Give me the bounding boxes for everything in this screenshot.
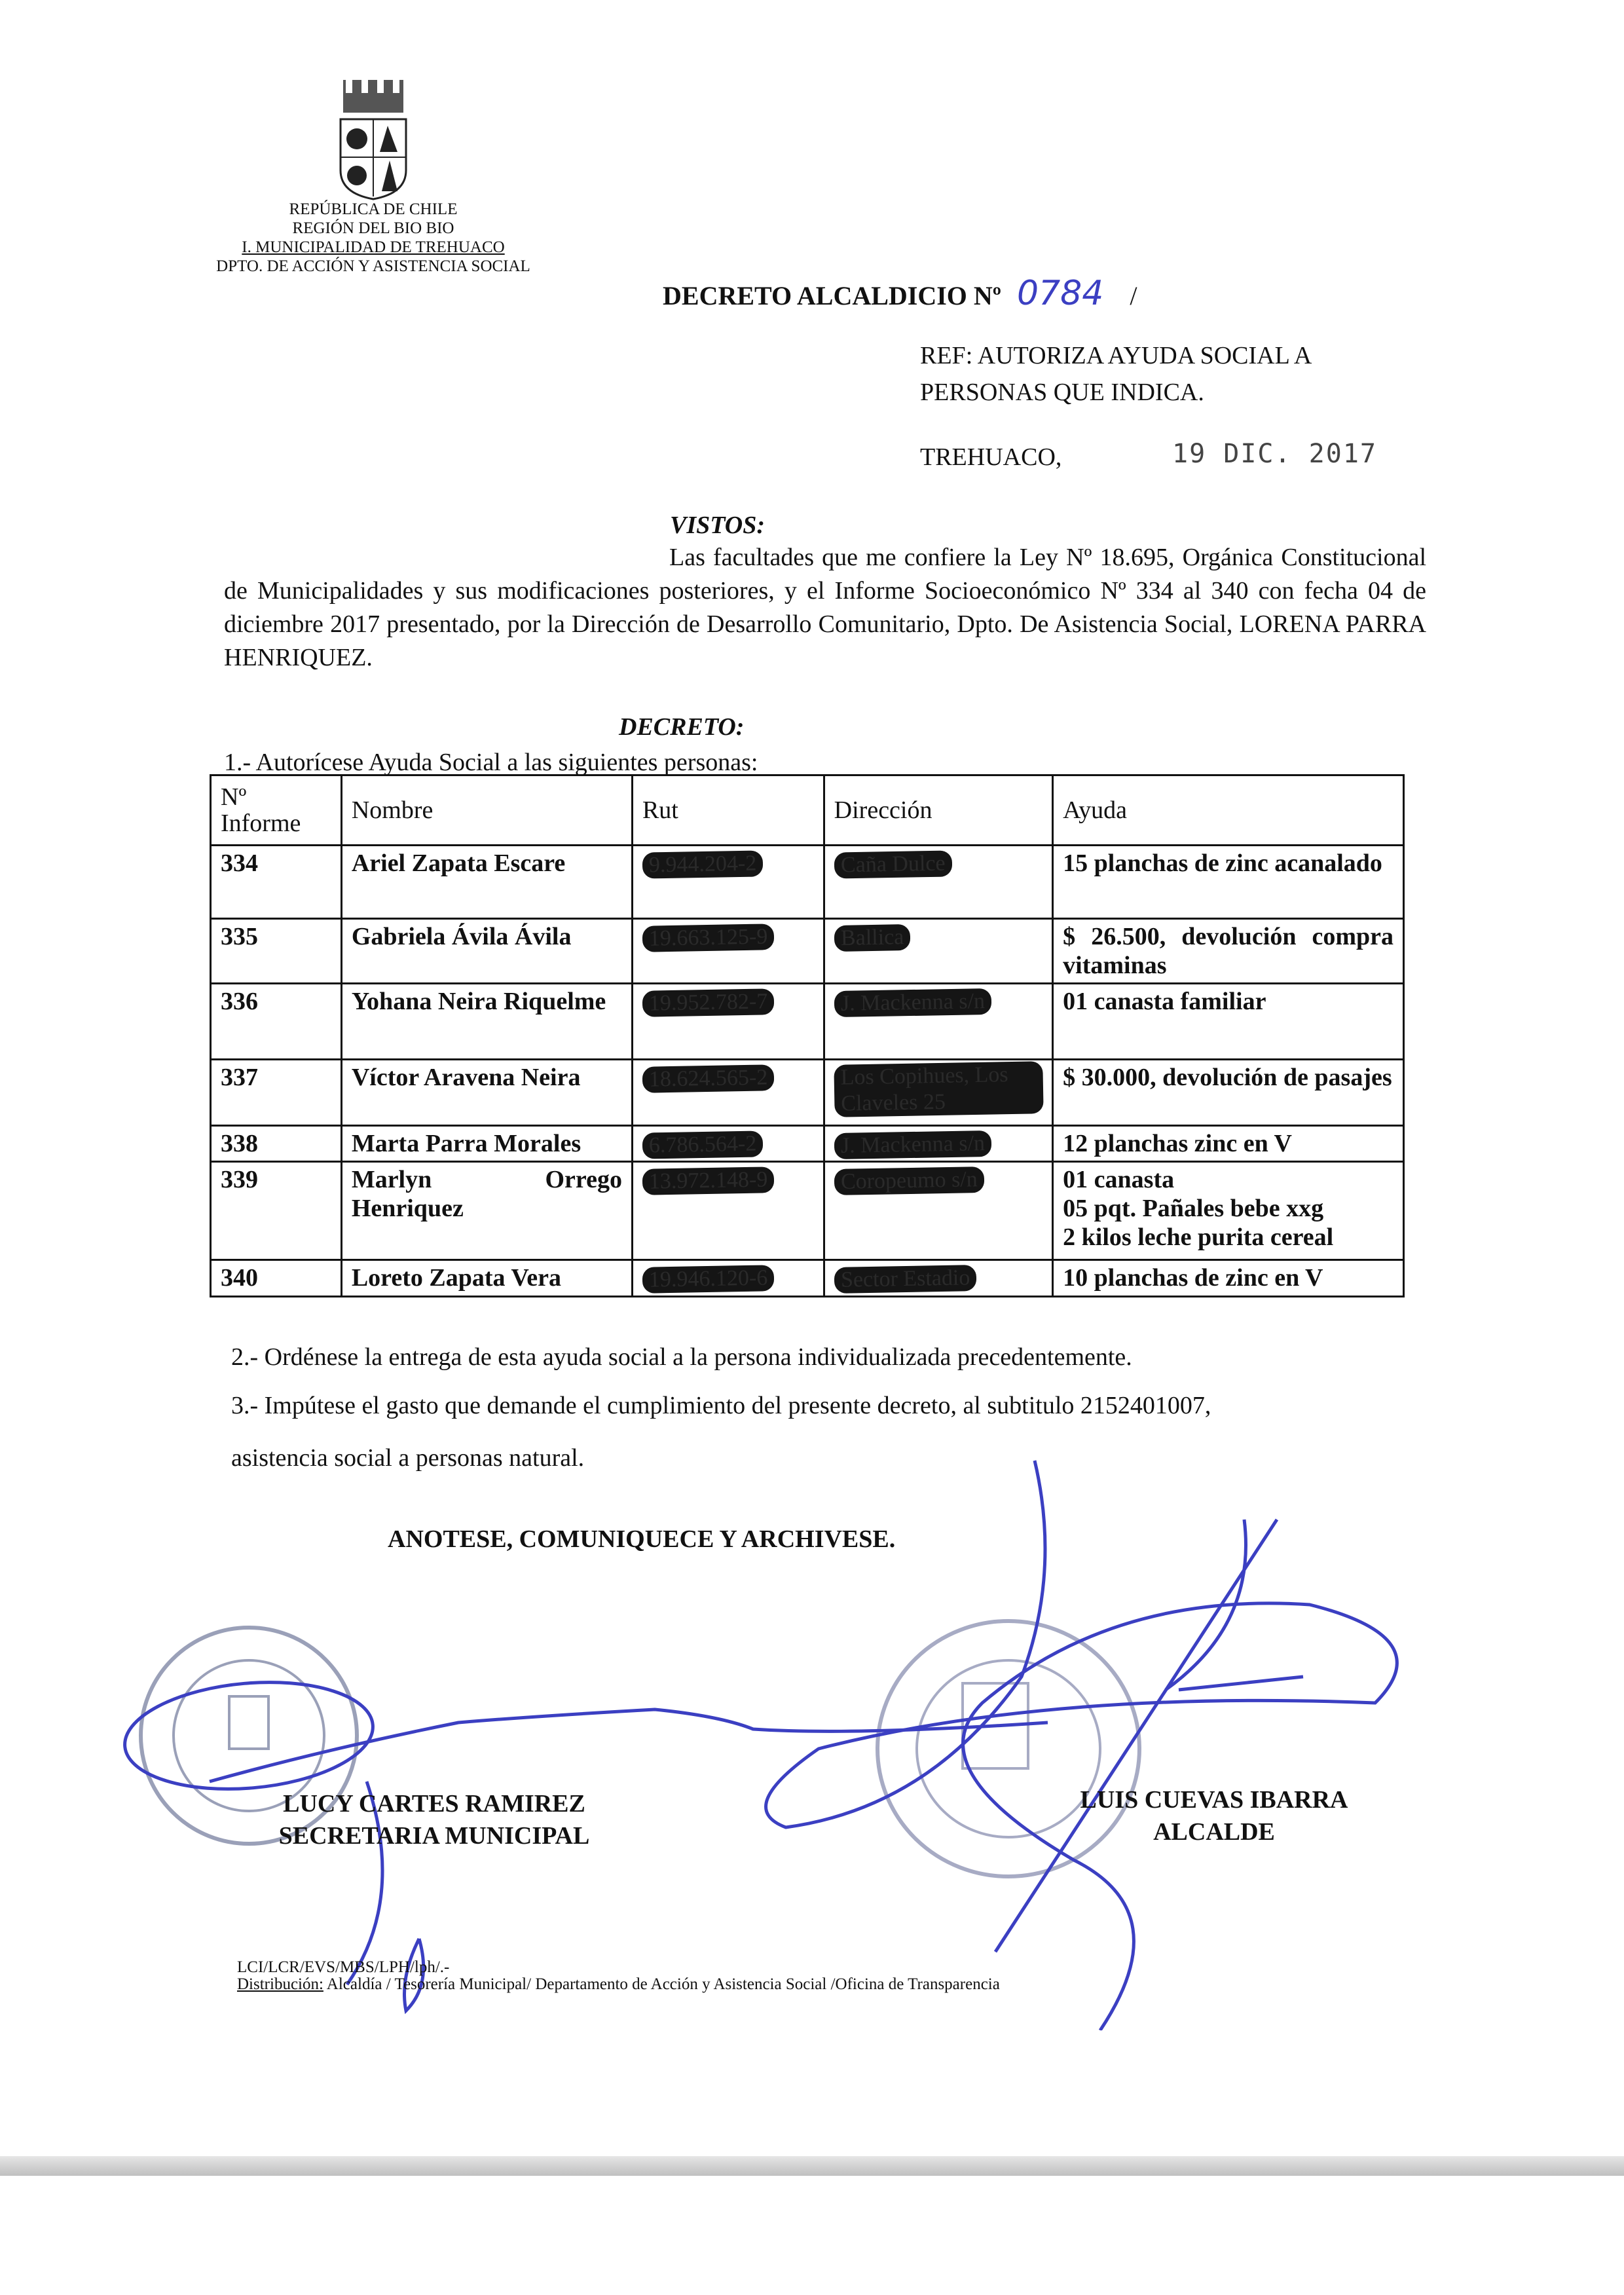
redacted-address: J. Mackenna s/n [834,1130,991,1159]
handwritten-signatures [0,1441,1624,2030]
header-nombre: Nombre [341,775,632,846]
redacted-address: Coropeumo s/n [834,1166,984,1195]
redacted-address: Los Copihues, Los Claveles 25 [834,1061,1043,1117]
table-row [211,846,1404,919]
redacted-rut: 19.946.120-6 [642,1265,775,1294]
distribution-line [237,1975,1000,1994]
header-rut: Rut [632,775,824,846]
header-ayuda: Ayuda [1053,775,1404,846]
redacted-rut: 9.944.204-2 [642,850,764,878]
distribution-list: Alcaldía / Tesorería Municipal/ Departamento de Acción y Asistencia Social /Oficina de Transparencia [323,1975,1000,1993]
scan-edge [0,2156,1624,2176]
decree-title-label: DECRETO ALCALDICIO Nº [663,281,1002,310]
cell-nombre: Gabriela Ávila Ávila [341,919,632,984]
cell-nombre: Marta Parra Morales [341,1126,632,1162]
cell-ayuda: 15 planchas de zinc acanalado [1053,846,1404,919]
cell-ayuda: 01 canasta familiar [1053,984,1404,1060]
municipal-crest-logo [335,79,411,200]
footer-initials: LCI/LCR/EVS/MBS/LPH/lph/.- [237,1958,450,1976]
redacted-address: J. Mackenna s/n [834,988,991,1017]
cell-nombre: Yohana Neira Riquelme [341,984,632,1060]
table-row [211,984,1404,1060]
cell-informe: 336 [211,984,342,1060]
table-row [211,1260,1404,1297]
redacted-address: Ballica [834,924,910,952]
header-informe: Nº Informe [211,775,342,846]
cell-informe: 337 [211,1060,342,1126]
cell-informe: 334 [211,846,342,919]
ayuda-line: 01 canasta [1063,1166,1175,1193]
ayuda-line: 2 kilos leche purita cereal [1063,1223,1334,1251]
redacted-rut: 19.663.125-9 [642,924,775,952]
redacted-rut: 18.624.565-2 [642,1064,775,1093]
cell-ayuda [1053,1162,1404,1260]
cell-nombre: Víctor Aravena Neira [341,1060,632,1126]
table-row [211,1162,1404,1260]
redacted-rut: 13.972.148-9 [642,1166,775,1195]
decree-number-handwritten: 0784 [1017,274,1104,313]
cell-informe: 335 [211,919,342,984]
cell-informe: 340 [211,1260,342,1297]
decree-title [663,274,1137,313]
vistos-heading: VISTOS: [670,512,766,539]
decreto-item-2: 2.- Ordénese la entrega de esta ayuda social a la persona individualizada precedentemente. [231,1343,1132,1371]
letterhead-department: DPTO. DE ACCIÓN Y ASISTENCIA SOCIAL [216,257,530,275]
mayor-name: LUIS CUEVAS IBARRA [1080,1786,1348,1814]
cell-informe: 338 [211,1126,342,1162]
reference-line-2: PERSONAS QUE INDICA. [920,379,1204,406]
secretary-name: LUCY CARTES RAMIREZ [283,1790,585,1818]
letterhead-region: REGIÓN DEL BIO BIO [292,219,454,237]
mayor-role: ALCALDE [1153,1818,1275,1846]
mayor-signature-block [1031,1784,1397,1848]
beneficiaries-table [210,774,1405,1297]
cell-ayuda: 10 planchas de zinc en V [1053,1260,1404,1297]
cell-nombre: Ariel Zapata Escare [341,846,632,919]
closing-formula: ANOTESE, COMUNIQUECE Y ARCHIVESE. [388,1525,896,1553]
distribution-label: Distribución: [237,1975,323,1993]
table-row [211,1060,1404,1126]
reference-line-1: REF: AUTORIZA AYUDA SOCIAL A [920,342,1312,369]
decreto-item-3: 3.- Impútese el gasto que demande el cumplimiento del presente decreto, al subtitulo 2152401007, [231,1392,1211,1419]
cell-nombre: Loreto Zapata Vera [341,1260,632,1297]
cell-ayuda: 12 planchas zinc en V [1053,1126,1404,1162]
place: TREHUACO, [920,443,1062,471]
cell-ayuda: $ 26.500, devolución compra vitaminas [1053,919,1404,984]
letterhead-municipality: I. MUNICIPALIDAD DE TREHUACO [242,238,505,256]
cell-informe: 339 [211,1162,342,1260]
cell-nombre: Marlyn Orrego Henriquez [341,1162,632,1260]
vistos-paragraph: Las facultades que me confiere la Ley Nº 18.695, Orgánica Constitucional de Municipalidades y sus modificaciones posteriores, y el Informe Socioeconómico Nº 334 al 340 con fecha 04 de diciembre 2017 presentado, por la Dirección de Desarrollo Comunitario, Dpto. De Asistencia Social, LORENA PARRA HENRIQUEZ. [224,544,1426,671]
redacted-address: Caña Dulce [834,850,951,878]
letterhead-country: REPÚBLICA DE CHILE [289,200,458,218]
redacted-rut: 19.952.782-7 [642,988,775,1017]
ayuda-line: 05 pqt. Pañales bebe xxg [1063,1195,1324,1222]
table-row [211,1126,1404,1162]
decreto-heading: DECRETO: [619,713,745,741]
date-stamp: 19 DIC. 2017 [1172,439,1377,469]
secretary-signature-block [238,1788,631,1852]
decreto-item-1: 1.- Autorícese Ayuda Social a las siguientes personas: [224,749,758,776]
table-row [211,919,1404,984]
redacted-address: Sector Estadio [834,1265,976,1294]
secretary-role: SECRETARIA MUNICIPAL [278,1822,590,1850]
letterhead [203,200,544,276]
table-header-row [211,775,1404,846]
redacted-rut: 6.786.564-2 [642,1130,764,1159]
cell-ayuda: $ 30.000, devolución de pasajes [1053,1060,1404,1126]
reference [920,337,1312,411]
header-direccion: Dirección [824,775,1053,846]
decreto-item-3-cont: asistencia social a personas natural. [231,1444,585,1472]
decree-number-slash: / [1130,281,1137,310]
